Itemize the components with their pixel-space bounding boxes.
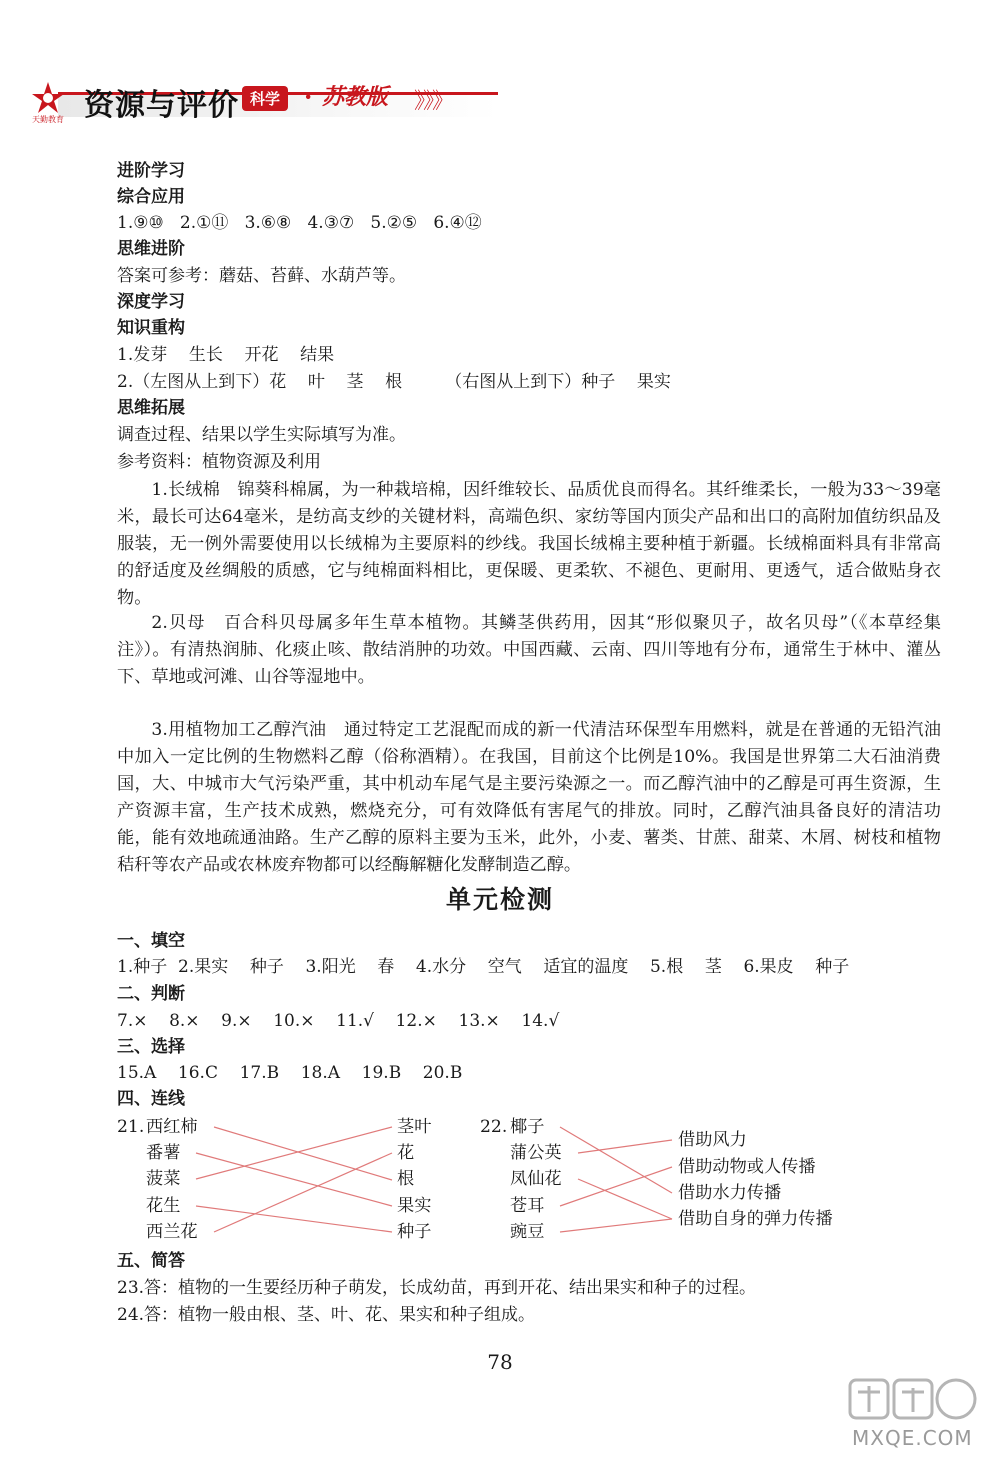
q22-left-item: 椰子 xyxy=(510,1117,545,1137)
answers-choice: 15.A 16.C 17.B 18.A 19.B 20.B xyxy=(117,1063,463,1083)
heading-fill-blank: 一、填空 xyxy=(117,931,185,951)
q21-right-item: 根 xyxy=(397,1169,415,1189)
q21-right-item: 花 xyxy=(397,1143,415,1163)
answer-knowledge-2: 2.（左图从上到下）花 叶 茎 根 （右图从上到下）种子 果实 xyxy=(117,372,671,392)
q22-label: 22. xyxy=(480,1117,508,1137)
heading-matching: 四、连线 xyxy=(117,1089,185,1109)
connect-line xyxy=(214,1153,392,1232)
connect-line xyxy=(560,1127,672,1193)
q21-left-item: 番薯 xyxy=(146,1143,181,1163)
subheading-comprehensive: 综合应用 xyxy=(117,187,185,207)
q22-left-item: 苍耳 xyxy=(510,1196,545,1216)
q21-label: 21. xyxy=(117,1117,145,1137)
q21-left-item: 菠菜 xyxy=(146,1169,181,1189)
answers-fill-blank: 1.种子 2.果实 种子 3.阳光 春 4.水分 空气 适宜的温度 5.根 茎 6.果皮 种子 xyxy=(117,957,850,977)
section-heading-deep: 深度学习 xyxy=(117,292,185,312)
publisher-name: 天勤教育 xyxy=(32,115,64,124)
connect-line xyxy=(560,1167,672,1206)
answers-comprehensive: 1.⑨⑩ 2.①⑪ 3.⑥⑧ 4.③⑦ 5.②⑤ 6.④⑫ xyxy=(117,213,482,233)
q22-left-item: 凤仙花 xyxy=(510,1169,562,1189)
connect-line xyxy=(196,1206,392,1232)
answers-true-false: 7.× 8.× 9.× 10.× 11.√ 12.× 13.× 14.√ xyxy=(117,1011,560,1031)
watermark-text: MXQE.COM xyxy=(852,1426,973,1450)
subheading-knowledge: 知识重构 xyxy=(117,318,185,338)
q21-right-item: 果实 xyxy=(397,1196,432,1216)
extension-note: 调查过程、结果以学生实际填写为准。 xyxy=(117,425,406,445)
page-header xyxy=(28,74,508,130)
answer-23: 23.答：植物的一生要经历种子萌发，长成幼苗，再到开花、结出果实和种子的过程。 xyxy=(117,1278,757,1298)
subheading-thinking: 思维进阶 xyxy=(117,239,185,259)
subject-badge: 科学 xyxy=(242,86,288,111)
q22-right-item: 借助自身的弹力传播 xyxy=(678,1209,833,1229)
q22-left-item: 豌豆 xyxy=(510,1222,545,1242)
header-arrows-icon: 》》》 xyxy=(414,89,453,114)
q21-left-item: 西红柿 xyxy=(146,1117,198,1137)
unit-test-title: 单元检测 xyxy=(445,885,554,914)
heading-true-false: 二、判断 xyxy=(117,984,185,1004)
connect-line xyxy=(196,1127,392,1179)
section-heading-advanced: 进阶学习 xyxy=(117,161,185,181)
connect-line xyxy=(196,1153,392,1206)
q21-left-item: 花生 xyxy=(146,1196,181,1216)
q21-left-item: 西兰花 xyxy=(146,1222,198,1242)
answer-thinking: 答案可参考：蘑菇、苔藓、水葫芦等。 xyxy=(117,266,406,286)
q21-right-item: 种子 xyxy=(397,1222,432,1242)
reference-title: 参考资料：植物资源及利用 xyxy=(117,452,321,472)
subheading-extension: 思维拓展 xyxy=(117,398,185,418)
q22-right-item: 借助动物或人传播 xyxy=(678,1157,816,1177)
paragraph-ethanol-gasoline: 3.用植物加工乙醇汽油 通过特定工艺混配而成的新一代清洁环保型车用燃料，就是在普通的无铅汽油中加入一定比例的生物燃料乙醇（俗称酒精）。在我国，目前这个比例是10%。我国是世界第二大石油消费国，大、中城市大气污染严重，其中机动车尾气是主要污染源之一。而乙醇汽油中的乙醇是可再生资源，生产资源丰富，生产技术成熟，燃烧充分，可有效降低有害尾气的排放。同时，乙醇汽油具备良好的清洁功能，能有效地疏通油路。生产乙醇的原料主要为玉米，此外，小麦、薯类、甘蔗、甜菜、木屑、树枝和植物秸秆等农产品或农林废弃物都可以经酶解糖化发酵制造乙醇。 xyxy=(117,720,941,875)
watermark xyxy=(828,1374,988,1466)
series-title: 资源与评价 xyxy=(84,88,239,123)
q22-right-item: 借助风力 xyxy=(678,1130,747,1150)
heading-short-answer: 五、简答 xyxy=(117,1251,185,1271)
watermark-logo-icon xyxy=(848,1374,978,1424)
paragraph-fritillaria: 2.贝母 百合科贝母属多年生草本植物。其鳞茎供药用，因其“形似聚贝子，故名贝母”（《本草经集注》）。有清热润肺、化痰止咳、散结消肿的功效。中国西藏、云南、四川等地有分布，通常生于林中、灌丛下、草地或河滩、山谷等湿地中。 xyxy=(117,613,941,687)
paragraph-long-staple-cotton: 1.长绒棉 锦葵科棉属，为一种栽培棉，因纤维较长、品质优良而得名。其纤维柔长，一般为33～39毫米，最长可达64毫米，是纺高支纱的关键材料，高端色织、家纺等国内顶尖产品和出口的高附加值纺织品及服装，无一例外需要使用以长绒棉为主要原料的纱线。我国长绒棉主要种植于新疆。长绒棉面料具有非常高的舒适度及丝绸般的质感，它与纯棉面料相比，更保暖、更柔软、不褪色、更耐用、更透气，适合做贴身衣物。 xyxy=(117,480,941,608)
connect-line xyxy=(578,1179,672,1219)
edition-label: 苏教版 xyxy=(322,85,389,110)
answer-24: 24.答：植物一般由根、茎、叶、花、果实和种子组成。 xyxy=(117,1305,536,1325)
q22-right-item: 借助水力传播 xyxy=(678,1183,782,1203)
page-number: 78 xyxy=(487,1350,513,1374)
connect-line xyxy=(578,1140,672,1153)
heading-choice: 三、选择 xyxy=(117,1037,185,1057)
publisher-logo-icon xyxy=(28,78,68,118)
header-dot: · xyxy=(304,82,313,111)
connect-line xyxy=(560,1219,672,1232)
answer-knowledge-1: 1.发芽 生长 开花 结果 xyxy=(117,345,335,365)
q21-right-item: 茎叶 xyxy=(397,1117,432,1137)
connect-line xyxy=(214,1127,392,1180)
q22-left-item: 蒲公英 xyxy=(510,1143,562,1163)
